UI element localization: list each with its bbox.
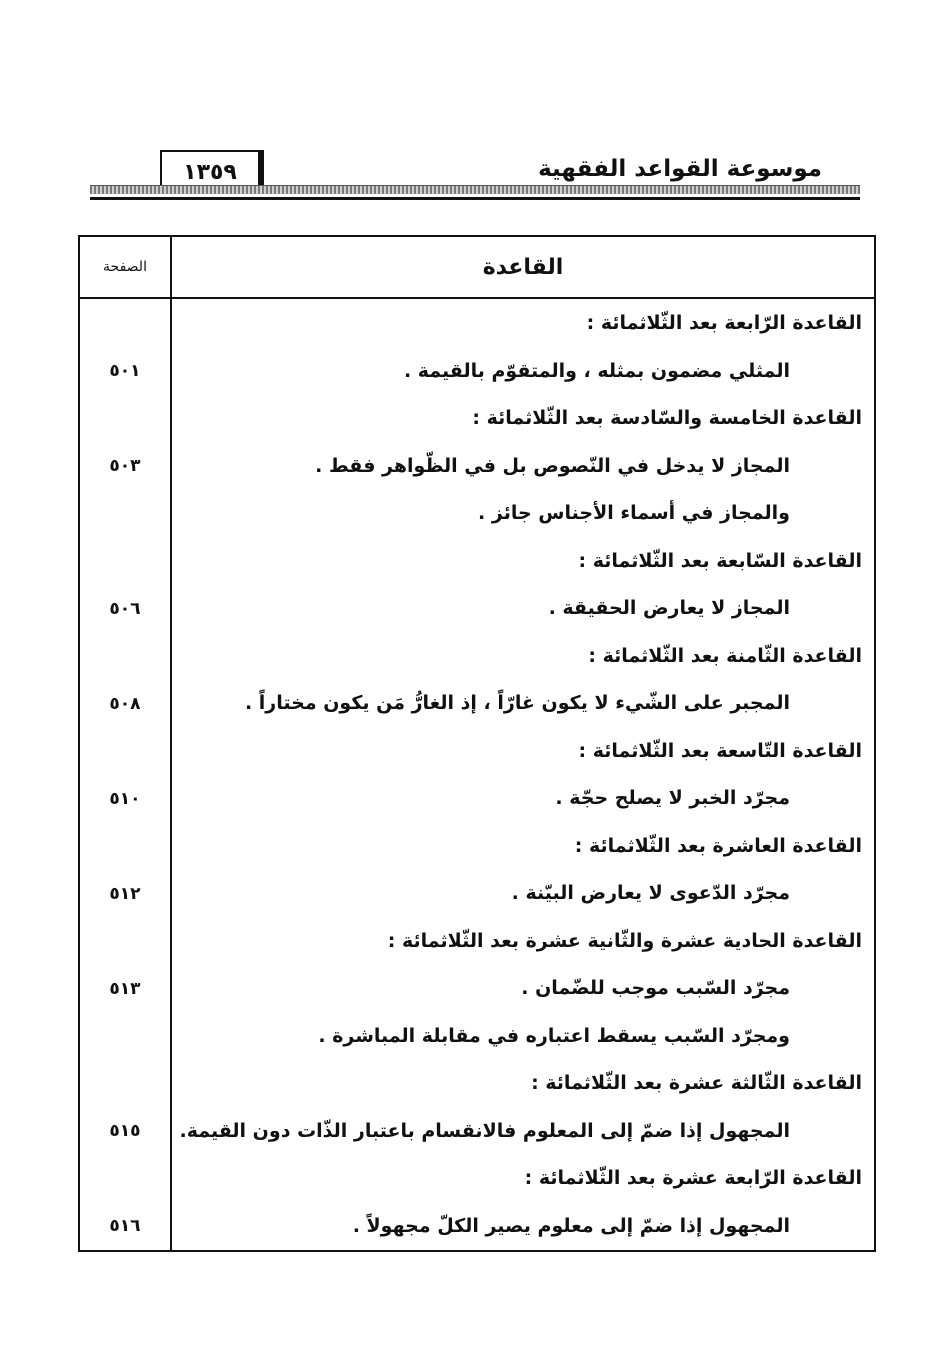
- page-ref: ٥٠٦: [109, 598, 141, 619]
- page-ref: ٥٠١: [109, 361, 141, 381]
- page-ref: [80, 300, 170, 347]
- table-row: [80, 395, 874, 442]
- table-row: [80, 1203, 874, 1250]
- rule-text: مجرّد السّبب موجب للضّمان .: [521, 977, 790, 999]
- rules-index-table: [78, 235, 876, 1252]
- table-row: [80, 918, 874, 965]
- rule-text: ومجرّد السّبب يسقط اعتباره في مقابلة المباشرة .: [318, 1024, 790, 1047]
- page-ref: ٥١٦: [109, 1216, 141, 1236]
- table-row: [80, 633, 874, 680]
- rule-text: المثلي مضمون بمثله ، والمتقوّم بالقيمة .: [403, 359, 790, 382]
- table-row: [80, 680, 874, 727]
- rule-heading: القاعدة الرّابعة بعد الثّلاثمائة :: [586, 312, 862, 334]
- table-row: [80, 538, 874, 585]
- table-row: [80, 348, 874, 395]
- table-row: [80, 490, 874, 537]
- page-ref: [80, 395, 170, 442]
- rule-heading: القاعدة العاشرة بعد الثّلاثمائة :: [574, 834, 862, 857]
- rule-heading: القاعدة التّاسعة بعد الثّلاثمائة :: [578, 739, 862, 762]
- page-ref: ٥١٠: [109, 788, 141, 809]
- rule-heading: القاعدة الخامسة والسّادسة بعد الثّلاثمائة :: [472, 407, 862, 429]
- header-band: [90, 185, 860, 194]
- page-ref: ٥٠٣: [109, 456, 141, 476]
- table-row: [80, 1060, 874, 1107]
- page-header: [90, 150, 860, 202]
- rule-heading: القاعدة الحادية عشرة والثّانية عشرة بعد الثّلاثمائة :: [387, 929, 862, 952]
- page-ref: [80, 1060, 170, 1107]
- page-ref: [80, 918, 170, 965]
- table-row: [80, 870, 874, 917]
- rule-text: المجهول إذا ضمّ إلى معلوم يصير الكلّ مجهولاً .: [352, 1214, 790, 1237]
- rule-heading: القاعدة الثّالثة عشرة بعد الثّلاثمائة :: [531, 1072, 862, 1094]
- page-ref: [80, 728, 170, 775]
- page-ref: ٥١٢: [109, 883, 141, 904]
- page-ref: [80, 490, 170, 537]
- page-ref: ٥٠٨: [109, 693, 141, 714]
- rule-text: المجاز لا يدخل في النّصوص بل في الظّواهر فقط .: [315, 454, 790, 477]
- table-row: [80, 1013, 874, 1060]
- page-ref: [80, 1013, 170, 1060]
- table-row: [80, 728, 874, 775]
- rule-text: المجاز لا يعارض الحقيقة .: [548, 597, 790, 619]
- page-ref: [80, 823, 170, 870]
- rule-text: مجرّد الخبر لا يصلح حجّة .: [555, 787, 790, 809]
- book-title: موسوعة القواعد الفقهية: [538, 156, 822, 182]
- column-header-page: الصفحة: [103, 259, 147, 275]
- header-divider: [80, 297, 874, 299]
- rule-heading: القاعدة الثّامنة بعد الثّلاثمائة :: [588, 644, 862, 667]
- table-row: [80, 443, 874, 490]
- page-ref: [80, 538, 170, 585]
- column-header-rule: القاعدة: [482, 254, 564, 280]
- rule-heading: القاعدة السّابعة بعد الثّلاثمائة :: [578, 549, 862, 572]
- rule-text: المجبر على الشّيء لا يكون غارّاً ، إذ الغارُّ مَن يكون مختاراً .: [244, 692, 790, 714]
- rule-text: والمجاز في أسماء الأجناس جائز .: [478, 502, 790, 524]
- table-row: [80, 300, 874, 347]
- table-row: [80, 775, 874, 822]
- header-rule: [90, 197, 860, 200]
- table-row: [80, 1155, 874, 1202]
- page-ref: [80, 1155, 170, 1202]
- rule-heading: القاعدة الرّابعة عشرة بعد الثّلاثمائة :: [524, 1167, 862, 1189]
- page-ref: [80, 633, 170, 680]
- table-row: [80, 823, 874, 870]
- page-ref: ٥١٥: [109, 1121, 141, 1141]
- table-row: [80, 1108, 874, 1155]
- rule-text: المجهول إذا ضمّ إلى المعلوم فالانقسام باعتبار الذّات دون القيمة.: [179, 1119, 790, 1142]
- table-row: [80, 965, 874, 1012]
- page-number: ١٣٥٩: [160, 150, 264, 194]
- rule-text: مجرّد الدّعوى لا يعارض البيّنة .: [511, 882, 790, 904]
- table-row: [80, 585, 874, 632]
- page-ref: ٥١٣: [109, 978, 141, 999]
